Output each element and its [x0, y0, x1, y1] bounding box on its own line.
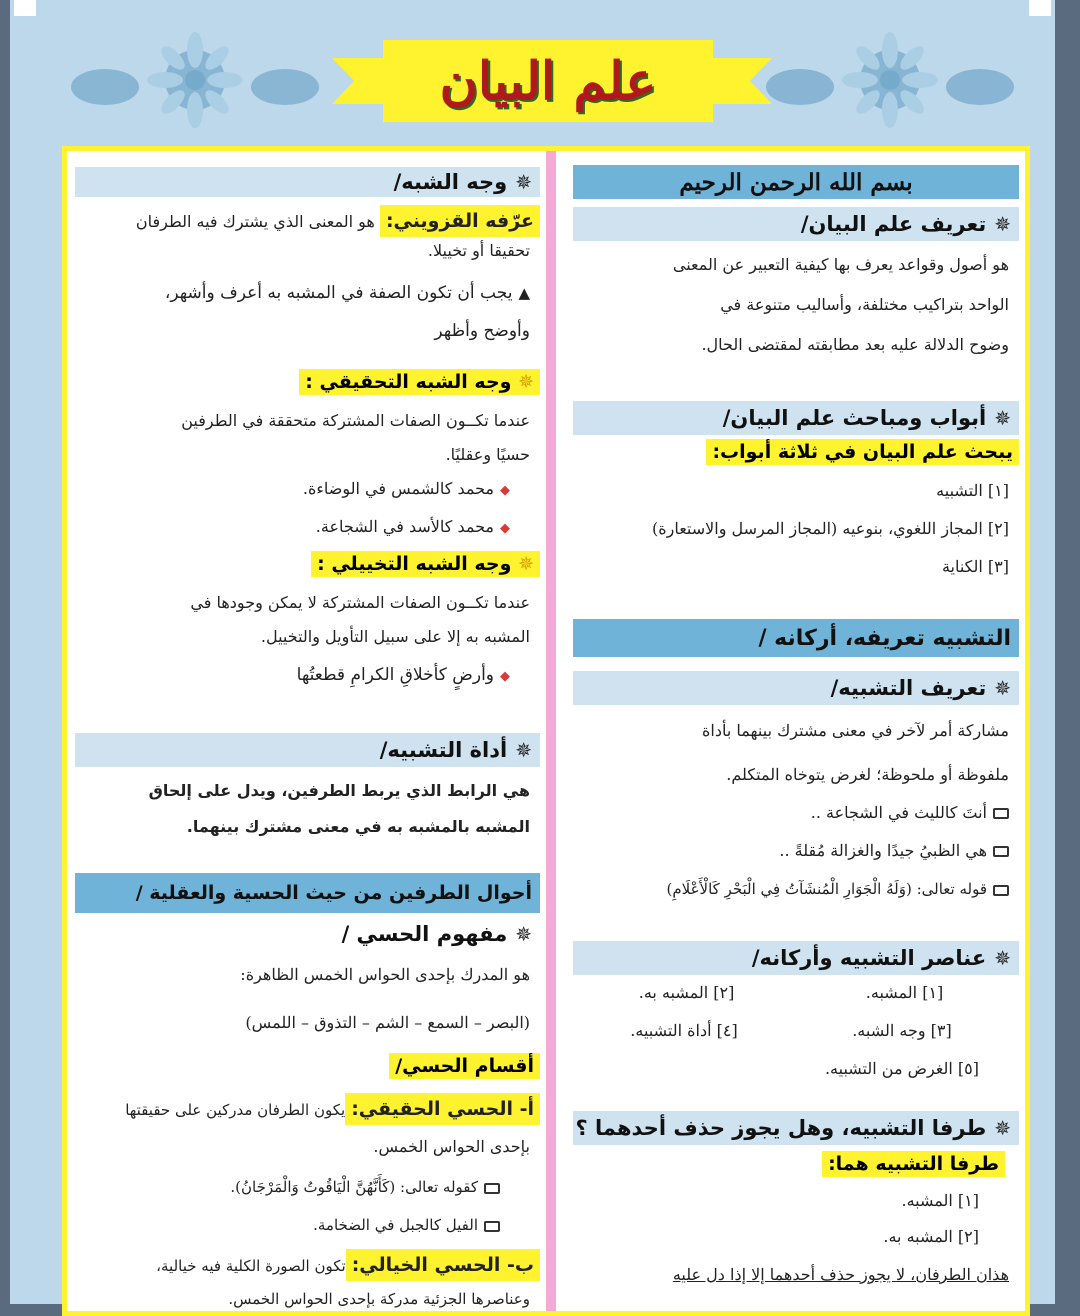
divisions-header-row: [75, 1053, 540, 1079]
section-header-sensory: ✵ مفهوم الحسي /: [75, 917, 540, 951]
div-a-row: أ- الحسي الحقيقي:يكون الطرفان مدركين على حقيقتها: [75, 1093, 540, 1125]
section-header-tool: ✵ أداة التشبيه/: [75, 733, 540, 767]
bullet-icon: ◆: [500, 483, 510, 498]
star-icon: ✵: [515, 738, 532, 762]
chapter-item: [١] التشبيه: [936, 481, 1009, 500]
book-icon: [484, 1183, 500, 1194]
tashbih-def-line: مشاركة أمر لآخر في معنى مشترك بينهما بأداة: [702, 721, 1009, 740]
section-header-wajh: ✵ وجه الشبه/: [75, 167, 540, 197]
real-header-row: [75, 369, 540, 395]
section-header-elements: ✵ عناصر التشبيه وأركانه/: [573, 941, 1019, 975]
example-item: ◆محمد كالشمس في الوضاءة.: [302, 479, 510, 498]
div-b-row: ب- الحسي الخيالي:تكون الصورة الكلية فيه خيالية،: [75, 1249, 540, 1281]
example-item: هي الظبيُ جيدًا والغزالة مُقلةً ..: [573, 837, 1019, 865]
definition-line: الواحد بتراكيب مختلفة، وأساليب متنوعة في: [720, 295, 1009, 314]
book-icon: [993, 846, 1009, 857]
page: [10, 0, 1055, 1308]
qazwini-text: تحقيقا أو تخييلا.: [427, 241, 530, 260]
div-a-text: بإحدى الحواس الخمس.: [373, 1137, 530, 1156]
title-banner: [10, 10, 1055, 150]
imag-header-row: [75, 551, 540, 577]
elements-row: [573, 1017, 1019, 1045]
star-icon: ✵: [994, 1116, 1011, 1140]
chapters-intro-row: [573, 439, 1019, 465]
flower-ornament-icon: [65, 32, 325, 132]
rule-line: وأوضح وأظهر: [434, 321, 530, 341]
section-header-tashbih-def: ✵ تعريف التشبيه/: [573, 671, 1019, 705]
end-item: [٢] المشبه به.: [883, 1227, 979, 1246]
star-icon: ✵: [518, 371, 534, 393]
bullet-icon: ◆: [500, 669, 510, 684]
element-item: [١] المشبه.: [865, 983, 944, 1002]
div-b-text: وعناصرها الجزئية مدركة بإحدى الحواس الخمس.: [228, 1290, 530, 1308]
senses-list: (البصر – السمع – الشم – التذوق – اللمس): [245, 1013, 530, 1032]
section-header-tashbih: التشبيه تعريفه، أركانه /: [573, 619, 1019, 657]
element-item: [٢] المشبه به.: [638, 983, 735, 1002]
book-icon: [484, 1221, 500, 1232]
element-item: [٤] أداة التشبيه.: [630, 1021, 738, 1040]
tashbih-def-line: ملفوظة أو ملحوظة؛ لغرض يتوخاه المتكلم.: [726, 765, 1009, 784]
bullet-icon: ◆: [500, 521, 510, 536]
div-a-label: أ- الحسي الحقيقي:: [345, 1093, 540, 1125]
example-item: الفيل كالجبل في الضخامة.: [75, 1211, 540, 1239]
section-header-definition: ✵ تعريف علم البيان/: [573, 207, 1019, 241]
chapters-intro: يبحث علم البيان في ثلاثة أبواب:: [706, 439, 1019, 465]
section-header-ends: ✵ طرفا التشبيه، وهل يجوز حذف أحدهما ؟: [573, 1111, 1019, 1145]
divisions-header: أقسام الحسي/: [389, 1053, 540, 1079]
triangle-icon: ▲: [518, 284, 530, 302]
content-frame: [62, 146, 1030, 1316]
chapter-item: [٣] الكناية: [941, 557, 1009, 576]
right-column: [573, 157, 1019, 1311]
section-header-chapters: ✵ أبواب ومباحث علم البيان/: [573, 401, 1019, 435]
imag-line: المشبه به إلا على سبيل التأويل والتخييل.: [260, 627, 530, 646]
element-item: [٥] الغرض من التشبيه.: [824, 1059, 979, 1078]
book-icon: [993, 808, 1009, 819]
basmala: بسم الله الرحمن الرحيم: [573, 165, 1019, 199]
flower-ornament-icon: [760, 32, 1020, 132]
elements-row: [573, 979, 1019, 1007]
qazwini-label: عرّفه القزويني:: [380, 205, 540, 237]
star-icon: ✵: [994, 676, 1011, 700]
definition-line: هو أصول وقواعد يعرف بها كيفية التعبير عن المعنى: [672, 255, 1009, 274]
element-item: [٣] وجه الشبه.: [852, 1021, 952, 1040]
rule-row: ▲يجب أن تكون الصفة في المشبه به أعرف وأشهر،: [164, 283, 530, 303]
div-b-label: ب- الحسي الخيالي:: [346, 1249, 540, 1281]
star-icon: ✵: [994, 212, 1011, 236]
page-title: علم البيان: [439, 50, 657, 112]
star-icon: ✵: [994, 406, 1011, 430]
sensory-def: هو المدرك بإحدى الحواس الخمس الظاهرة:: [240, 965, 530, 984]
end-item: [١] المشبه.: [901, 1191, 979, 1210]
imag-line: عندما تكــون الصفات المشتركة لا يمكن وجودها في: [190, 593, 530, 612]
real-line: عندما تكــون الصفات المشتركة متحققة في الطرفين: [181, 411, 530, 430]
real-header: ✵ وجه الشبه التحقيقي :: [299, 369, 540, 395]
real-line: حسيًا وعقليًا.: [445, 445, 530, 464]
example-item: كقوله تعالى: (كَأَنَّهُنَّ الْيَاقُوتُ وَالْمَرْجَانُ).: [75, 1173, 540, 1201]
imag-header: ✵ وجه الشبه التخييلي :: [311, 551, 540, 577]
left-column: [75, 157, 540, 1311]
book-icon: [993, 885, 1009, 896]
tool-line: المشبه بالمشبه به في معنى مشترك بينهما.: [186, 817, 530, 836]
example-item: ◆محمد كالأسد في الشجاعة.: [315, 517, 510, 536]
ends-note: هذان الطرفان، لا يجوز حذف أحدهما إلا إذا دل عليه: [672, 1265, 1009, 1284]
example-item: أنتَ كالليث في الشجاعة ..: [573, 799, 1019, 827]
example-item: قوله تعالى: (وَلَهُ الْجَوَارِ الْمُنشَآتُ فِي الْبَحْرِ كَالْأَعْلَامِ): [573, 875, 1019, 903]
star-icon: ✵: [515, 170, 532, 194]
section-header-states: أحوال الطرفين من حيث الحسية والعقلية /: [75, 873, 540, 913]
star-icon: ✵: [518, 553, 534, 575]
star-icon: ✵: [994, 946, 1011, 970]
star-icon: ✵: [515, 922, 532, 946]
ends-intro-row: [573, 1151, 1019, 1177]
column-divider: [544, 151, 558, 1311]
ends-intro: طرفا التشبيه هما:: [822, 1151, 1005, 1177]
chapter-item: [٢] المجاز اللغوي، بنوعيه (المجاز المرسل والاستعارة): [651, 519, 1009, 538]
example-item: ◆وأرضٍ كأخلاقِ الكرامِ قطعتُها: [296, 665, 510, 685]
definition-line: وضوح الدلالة عليه بعد مطابقته لمقتضى الحال.: [701, 335, 1009, 354]
page-title-box: [383, 40, 713, 122]
qazwini-row: عرّفه القزويني: هو المعنى الذي يشترك فيه الطرفان: [75, 205, 540, 237]
tool-line: هي الرابط الذي يربط الطرفين، ويدل على إلحاق: [148, 781, 530, 800]
